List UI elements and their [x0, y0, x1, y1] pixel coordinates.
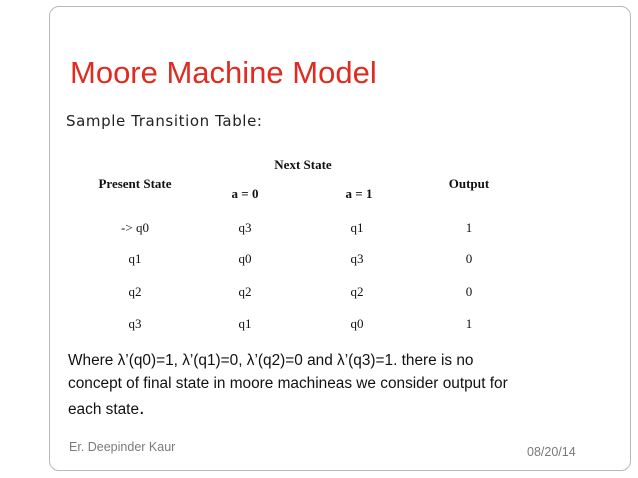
- cell-a1-1: q3: [350, 251, 364, 266]
- footer-date: 08/20/14: [527, 445, 576, 459]
- cell-output-0: 1: [465, 220, 473, 235]
- explanation-text: [68, 349, 548, 421]
- slide-subtitle: Sample Transition Table:: [66, 112, 263, 130]
- cell-a1-2: q2: [350, 284, 364, 299]
- header-present-state: Present State: [98, 176, 172, 191]
- cell-a0-2: q2: [238, 284, 252, 299]
- cell-a0-3: q1: [238, 316, 252, 331]
- note-line-2: concept of final state in moore machineas we consider output for: [68, 375, 508, 392]
- cell-output-3: 1: [465, 316, 473, 331]
- cell-state-3: q3: [128, 316, 142, 331]
- note-line-3-text: each state: [68, 401, 140, 418]
- cell-a1-3: q0: [350, 316, 364, 331]
- note-line-3: [68, 397, 548, 421]
- cell-a0-1: q0: [238, 251, 252, 266]
- cell-a1-0: q1: [350, 220, 364, 235]
- note-line-1: Where λ’(q0)=1, λ’(q1)=0, λ’(q2)=0 and λ’(q3)=1. there is no: [68, 352, 474, 369]
- note-line-3-period: .: [139, 397, 145, 419]
- cell-state-1: q1: [128, 251, 142, 266]
- cell-output-1: 0: [465, 251, 473, 266]
- footer-author: Er. Deepinder Kaur: [69, 440, 176, 454]
- cell-state-2: q2: [128, 284, 142, 299]
- header-next-state: Next State: [274, 157, 332, 172]
- cell-a0-0: q3: [238, 220, 252, 235]
- header-output: Output: [448, 176, 490, 191]
- slide-title: Moore Machine Model: [70, 55, 377, 90]
- cell-output-2: 0: [465, 284, 473, 299]
- cell-state-0: -> q0: [121, 220, 149, 235]
- header-a1: a = 1: [345, 186, 373, 201]
- header-a0: a = 0: [231, 186, 259, 201]
